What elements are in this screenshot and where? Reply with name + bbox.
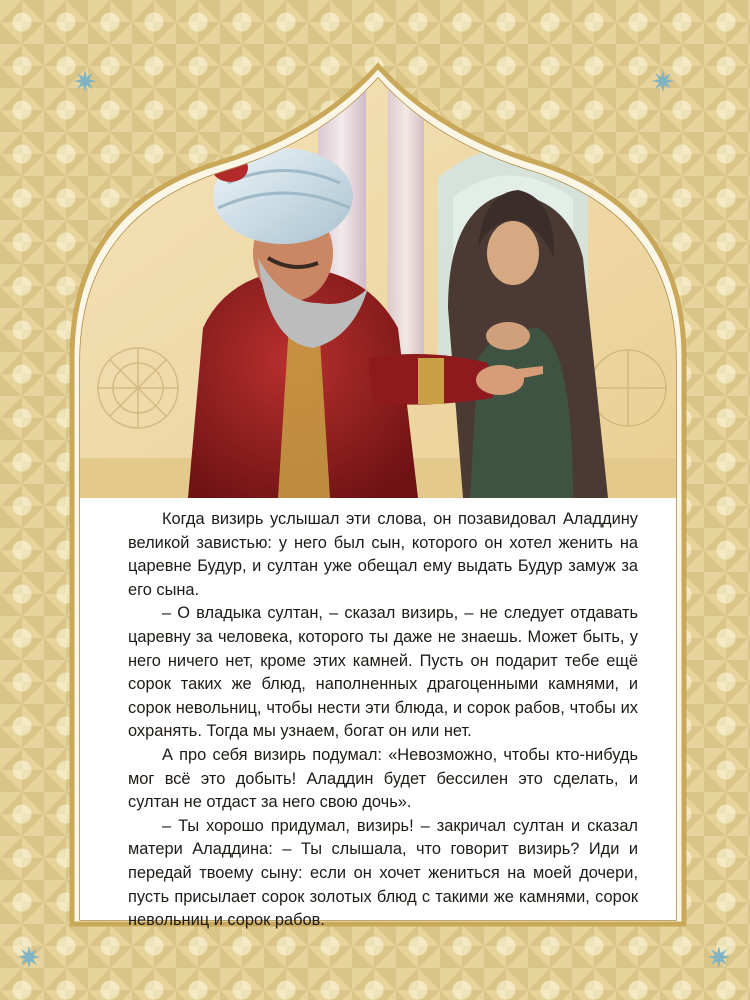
corner-star-icon: ✷ [706, 941, 732, 976]
story-paragraph: А про себя визирь подумал: «Невозможно, чтобы кто-нибудь мог всё это добыть! Аладдин будет бессилен это сделать, и султан не отдаст за него свою дочь». [128, 745, 638, 812]
text-panel [80, 498, 676, 930]
corner-star-icon: ✷ [72, 65, 98, 100]
vizier-and-old-woman-scene [68, 58, 688, 498]
story-illustration [68, 58, 688, 498]
arched-frame [68, 58, 688, 928]
story-paragraph: – О владыка султан, – сказал визирь, – не следует отдавать царевну за человека, которого ты даже не знаешь. Может быть, у него ничего нет, кроме этих камней. Пусть он подарит тебе ещё сорок таких же блюд, наполненных драгоценными камнями, и сорок невольниц, чтобы нести эти блюда, и сорок рабов, чтобы их охранять. Тогда мы узнаем, богат он или нет. [128, 604, 638, 741]
story-paragraph: – Ты хорошо придумал, визирь! – закричал султан и сказал матери Аладдина: – Ты слышала, что говорит визирь? Иди и передай твоему сыну: если он хочет жениться на моей дочери, пусть присылает сорок золотых блюд с такими же камнями, сорок невольниц и сорок рабов. [128, 816, 638, 930]
corner-star-icon: ✷ [16, 941, 42, 976]
story-text [128, 508, 638, 933]
corner-star-icon: ✷ [650, 65, 676, 100]
story-paragraph: Когда визирь услышал эти слова, он позавидовал Аладдину великой завистью: у него был сын, которого он хотел женить на царевне Будур, и султан уже обещал ему выдать Будур замуж за его сына. [128, 510, 638, 599]
